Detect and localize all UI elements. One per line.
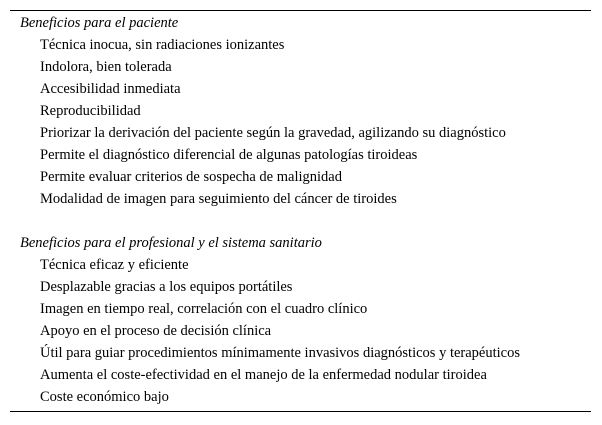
list-item: Útil para guiar procedimientos mínimamente invasivos diagnósticos y terapéuticos	[40, 345, 520, 361]
professional-benefits-section	[10, 232, 591, 408]
list-item: Accesibilidad inmediata	[40, 81, 181, 97]
list-item: Técnica eficaz y eficiente	[40, 257, 189, 273]
patient-benefits-heading: Beneficios para el paciente	[20, 15, 179, 31]
patient-benefits-section	[10, 12, 591, 210]
list-item: Modalidad de imagen para seguimiento del cáncer de tiroides	[40, 191, 397, 207]
list-item: Priorizar la derivación del paciente según la gravedad, agilizando su diagnóstico	[40, 125, 506, 141]
list-item: Reproducibilidad	[40, 103, 141, 119]
list-item: Permite el diagnóstico diferencial de algunas patologías tiroideas	[40, 147, 418, 163]
list-item: Técnica inocua, sin radiaciones ionizantes	[40, 37, 285, 53]
list-item: Aumenta el coste-efectividad en el manejo de la enfermedad nodular tiroidea	[40, 367, 487, 383]
professional-benefits-heading: Beneficios para el profesional y el sistema sanitario	[20, 235, 322, 251]
list-item: Coste económico bajo	[40, 389, 169, 405]
list-item: Imagen en tiempo real, correlación con el cuadro clínico	[40, 301, 368, 317]
list-item: Desplazable gracias a los equipos portátiles	[40, 279, 293, 295]
list-item: Indolora, bien tolerada	[40, 59, 172, 75]
list-item: Apoyo en el proceso de decisión clínica	[40, 323, 272, 339]
benefits-table	[10, 10, 591, 412]
list-item: Permite evaluar criterios de sospecha de malignidad	[40, 169, 342, 185]
patient-benefits-list	[10, 34, 591, 210]
professional-benefits-list	[10, 254, 591, 408]
